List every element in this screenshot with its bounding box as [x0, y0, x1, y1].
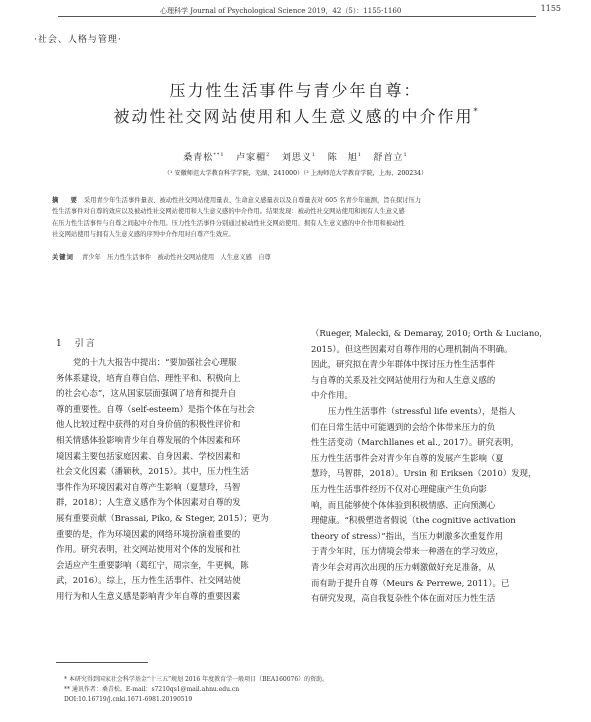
footnote-funding: * 本研究得到国家社会科学基金“十三五”规划 2016 年度教育学一般项目（BEA160076）的资助。	[64, 676, 329, 683]
author-superscript: 1	[311, 152, 317, 158]
body-line: 的社会心态”，这从国家层面强调了培育和提升自	[56, 388, 237, 399]
footnote-doi: DOI:10.16719/j.cnki.1671-6981.20190519	[64, 696, 193, 703]
body-line: 作用。研究表明，社交网站使用对个体的发展和社	[56, 544, 241, 555]
body-line: 武，2016）。综上，压力性生活事件、社交网站使	[56, 575, 241, 586]
body-line: 性生活变动（Marchllanes et al., 2017）。研究表明，	[311, 437, 519, 448]
abstract-line: 性生活事件对自尊的效应以及被动性社交网站使用和人生意义感的中介作用。结果发现：被动性社交网站使用和拥有人生意义感	[52, 208, 405, 216]
body-line: 压力性生活事件会对青少年自尊的发展产生影响（夏	[311, 452, 504, 463]
section-heading: 1 引言	[56, 339, 97, 349]
body-line: 响，而且能够使个体体验到积极情感、正向预测心	[311, 499, 496, 510]
body-line: 境因素主要包括家庭因素、自身因素、学校因素和	[56, 450, 241, 461]
body-line: 有研究发现，高自我复杂性个体在面对压力性生活	[311, 593, 496, 604]
body-line: 与自尊的关系及社交网站使用行为和人生意义感的	[311, 374, 496, 385]
body-column-right	[311, 326, 543, 607]
body-line: 党的十九大报告中提出：“要加强社会心理服	[73, 357, 237, 367]
footnotes	[64, 675, 328, 705]
body-line: 于青少年时，压力情境会带来一种潜在的学习效应，	[311, 546, 504, 557]
body-line: 务体系建设，培育自尊自信、理性平和、积极向上	[56, 372, 241, 383]
body-column-left	[56, 355, 288, 605]
body-line: 用行为和人生意义感是影响青少年自尊的重要因素	[56, 590, 241, 601]
body-line: （Rueger, Malecki, & Demaray, 2010; Orth & Luciano,	[311, 328, 543, 338]
author-name: 卢家楣	[236, 153, 267, 163]
abstract-text: 采用青少年生活事件量表、被动性社交网站使用量表、生命意义感量表以及自尊量表对 605 名青少年施测，旨在探讨压力	[83, 197, 422, 204]
body-line: 们在日常生活中可能遇到的会给个体带来压力的负	[311, 421, 496, 432]
body-line: 社会文化因素（潘颖秋，2015）。其中，压力性生活	[56, 466, 249, 477]
abstract-line: 在压力性生活事件与自尊之间起中介作用。压力性生活事件分别通过被动性社交网站使用、拥有人生意义感的中介作用和被动性	[52, 219, 405, 227]
author-superscript: 2	[266, 152, 271, 158]
body-line: 2015）。但这些因素对自尊作用的心理机制尚不明确。	[311, 343, 513, 354]
author-name: 桑青松	[183, 153, 214, 163]
body-line: 中介作用。	[311, 390, 353, 401]
abstract	[52, 195, 542, 240]
body-line: 因此，研究拟在青少年群体中探讨压力性生活事件	[311, 359, 496, 370]
author-superscript: **1	[213, 152, 225, 158]
author-name: 舒首立	[373, 153, 404, 163]
header-rule	[58, 16, 536, 17]
body-line: 而有助于提升自尊（Meurs & Perrewe, 2011）。已	[311, 577, 510, 588]
keywords	[52, 252, 271, 261]
body-line: 压力性生活事件（stressful life events），是指人	[328, 405, 516, 416]
title-line-2-text: 被动性社交网站使用和人生意义感的中介作用	[113, 107, 474, 126]
footnote-rule	[56, 662, 148, 663]
keywords-label: 关键词	[52, 254, 74, 261]
body-line: 理健康。“积极塑造者假说（the cognitive activation	[311, 515, 516, 526]
title-line-2	[0, 104, 591, 127]
page-number: 1155	[540, 4, 561, 13]
author-list	[0, 150, 591, 163]
author-superscript: 1	[357, 152, 362, 158]
abstract-line	[52, 195, 542, 206]
body-line: 会适应产生重要影响（葛红宁，周宗奎，牛更枫，陈	[56, 559, 249, 570]
body-line: 展有重要贡献（Brassai, Piko, & Steger, 2015）；更为	[56, 512, 269, 523]
footnote-correspondence: ** 通讯作者：桑青松。E-mail：s7210qs1@mail.ahnu.edu.cn	[64, 686, 240, 693]
title-footnote-marker: *	[473, 107, 478, 116]
body-line: 他人比较过程中获得的对自身价值的积极性评价和	[56, 419, 241, 430]
journal-citation: 心理科学 Journal of Psychological Science 2019，42（5）：1155-1160	[160, 7, 402, 15]
body-line: theory of stress）”指出，当压力刺激多次重复作用	[311, 530, 503, 541]
author-name: 刘思义	[281, 153, 312, 163]
body-line: 青少年会对再次出现的压力刺激做好充足准备，从	[311, 561, 496, 572]
body-line: 压力性生活事件经历不仅对心理健康产生负向影	[311, 483, 487, 494]
body-line: 群，2018）；人生意义感作为个体因素对自尊的发	[56, 497, 241, 508]
body-line: 相关情感体验影响青少年自尊发展的个体因素和环	[56, 434, 241, 445]
keywords-list: 青少年 压力性生活事件 被动性社交网站使用 人生意义感 自尊	[81, 254, 271, 261]
body-line: 尊的重要性。自尊（self-esteem）是指个体在与社会	[56, 403, 255, 414]
section-tag: ·社会、人格与管理·	[34, 35, 122, 45]
title-line-1: 压力性生活事件与青少年自尊：	[169, 81, 422, 100]
body-line: 事件作为环境因素对自尊产生影响（夏慧玲，马智	[56, 481, 241, 492]
author-name: 陈 旭	[327, 153, 358, 163]
abstract-label: 摘 要	[52, 197, 80, 204]
affiliations: （¹ 安徽师范大学教育科学学院，芜湖，241000）（² 上海师范大学教育学院，上海，200234）	[163, 170, 428, 177]
body-line: 慧玲，马智群，2018）。Ursin 和 Eriksen（2010）发现，	[311, 468, 537, 479]
abstract-line: 社交网站使用与拥有人生意义感的序列中介作用对自尊产生效应。	[52, 230, 235, 238]
body-line: 重要的是，作为环境因素的网络环境扮演着重要的	[56, 528, 241, 539]
author-superscript: 1	[403, 152, 408, 158]
